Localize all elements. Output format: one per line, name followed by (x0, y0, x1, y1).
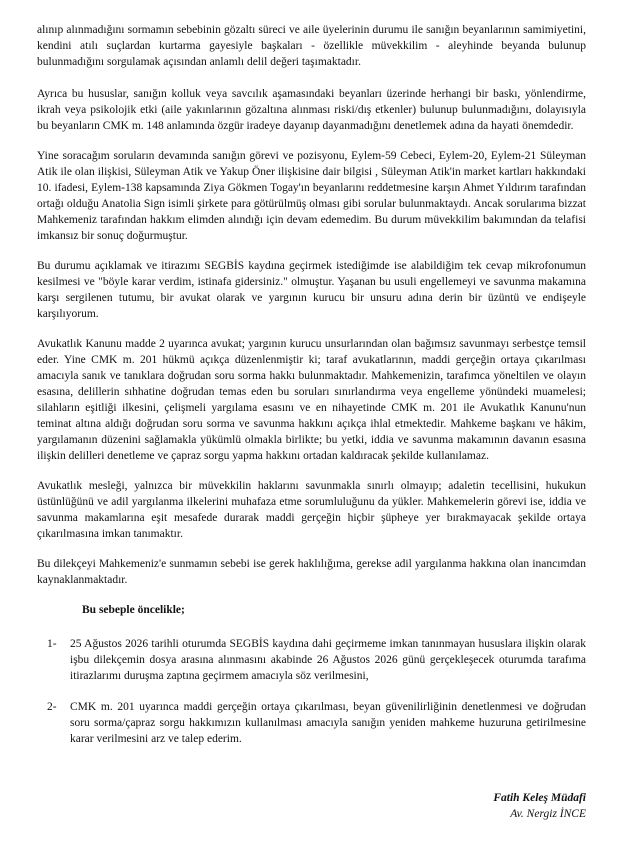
paragraph-5: Avukatlık Kanunu madde 2 uyarınca avukat; yargının kurucu unsurlarından olan bağımsız savunmayı serbestçe temsil eder. Yine CMK m. 201 hükmü açıkça düzenlenmiştir ki; taraf avukatlarının, maddi gerçeğin ortaya çıkarılması amacıyla sanık ve tanıklara doğrudan soru sorma hakkı bulunmaktadır. Mahkemenizin, tarafımca yöneltilen ve olayın esasına, delillerin sıhhatine doğrudan temas eden bu soruları sınırlandırma veya engelleme yönündeki muamelesi; silahların eşitliği ilkesini, çelişmeli yargılama esasını ve en nihayetinde CMK m. 201 ile Avukatlık Kanunu'nun teminat altına aldığı doğrudan soru sorma ve savunma hakkını açıkça ihlal etmektedir. Mahkeme başkanı ve hâkim, yargılamanın düzenini sağlamakla yükümlü olmakla birlikte; bu yetki, iddia ve savunma makamının davanın esasına ilişkin delilleri denetleme ve çapraz sorgu yapma hakkını ortadan kaldıracak şekilde kullanılamaz. (37, 338, 586, 462)
signature-lawyer: Av. Nergiz İNCE (510, 808, 586, 820)
request-item (47, 699, 586, 747)
request-text: CMK m. 201 uyarınca maddi gerçeğin ortaya çıkarılması, beyan güvenilirliğinin denetlenmesi ve doğrudan soru sorma/çapraz sorgu hakkımızın kullanılması amacıyla sanığın yeniden mahkeme huzuruna getirilmesine karar verilmesini arz ve talep ederim. (70, 701, 586, 745)
request-number: 2- (47, 701, 57, 713)
paragraph-2: Ayrıca bu hususlar, sanığın kolluk veya savcılık aşamasındaki beyanları üzerinde herhangi bir baskı, yönlendirme, ikrah veya psikolojik etki (aile yakınlarının gözaltına alınması riski/dış etkenler) bulunup bulunmadığını, dolayısıyla bu beyanların CMK m. 148 anlamında özgür iradeye dayanıp dayanmadığını denetlemek adına da hayati önemdedir. (37, 88, 586, 132)
paragraph-7: Bu dilekçeyi Mahkemeniz'e sunmamın sebebi ise gerek haklılığıma, gerekse adil yargılanma hakkına olan inancımdan kaynaklanmaktadır. (37, 558, 586, 586)
request-text: 25 Ağustos 2026 tarihli oturumda SEGBİS kaydına dahi geçirmeme imkan tanınmayan hususlara ilişkin olarak işbu dilekçemin dosya arasına alınmasını akabinde 26 Ağustos 2026 günü gerçekleşecek oturumda tarafıma itirazlarımı duruşma zaptına geçirmem amacıyla söz verilmesini, (70, 638, 586, 682)
paragraph-6: Avukatlık mesleği, yalnızca bir müvekkilin haklarını savunmakla sınırlı olmayıp; adaletin tecellisini, hukukun üstünlüğünü ve adil yargılanma ilkelerini muhafaza etme sorumluluğunu da yükler. Mahkemelerin görevi ise, iddia ve savunma makamlarına eşit mesafede durarak maddi gerçeğin hiçbir şüpheye yer bırakmayacak şekilde ortaya çıkarılmasına imkan tanımaktır. (37, 480, 586, 540)
request-item (47, 636, 586, 684)
paragraph-1: alınıp alınmadığını sormamın sebebinin gözaltı süreci ve aile üyelerinin durumu ile sanığın beyanlarının samimiyetini, kendini atılı suçlardan kurtarma gayesiyle başkaları - özellikle müvekkilim - aleyhinde beyanda bulunup bulunmadığını sorgulamak açısından anlamlı delil değeri taşımaktadır. (37, 24, 586, 68)
signature-block (493, 790, 586, 822)
request-number: 1- (47, 638, 57, 650)
paragraph-3: Yine soracağım soruların devamında sanığın görevi ve pozisyonu, Eylem-59 Cebeci, Eylem-20, Eylem-21 Süleyman Atik ile olan ilişkisi, Süleyman Atik ve Yakup Öner ilişkisine dair bilgisi , Süleyman Atik'in market kartları hakkındaki 10. ifadesi, Eylem-138 kapsamında Ziya Gökmen Togay'ın beyanlarını reddetmesine karşın Ahmet Yıldırım tarafından ortağı olduğu Anatolia Sign isimli şirkete para götürülmüş olması gibi sorular bulunmaktaydı. Ancak sorularıma bizzat Mahkemeniz tarafından hakkım elimden alındığı için devam edemedim. Bu durum müvekkilim bakımından da telafisi imkansız bir sonuç doğurmuştur. (37, 150, 586, 242)
signature-name: Fatih Keleş Müdafi (493, 792, 586, 804)
paragraph-4: Bu durumu açıklamak ve itirazımı SEGBİS kaydına geçirmek istediğimde ise alabildiğim tek cevap mikrofonumun kesilmesi ve "böyle karar verdim, istinafa gidersiniz." olmuştur. Yaşanan bu usuli engellemeyi ve savunma makamına karşı sergilenen tutumu, bir avukat olarak ve yargının kurucu bir unsuru adına derin bir üzüntü ve endişeyle karşılıyorum. (37, 260, 586, 320)
requests-heading: Bu sebeple öncelikle; (82, 604, 185, 616)
